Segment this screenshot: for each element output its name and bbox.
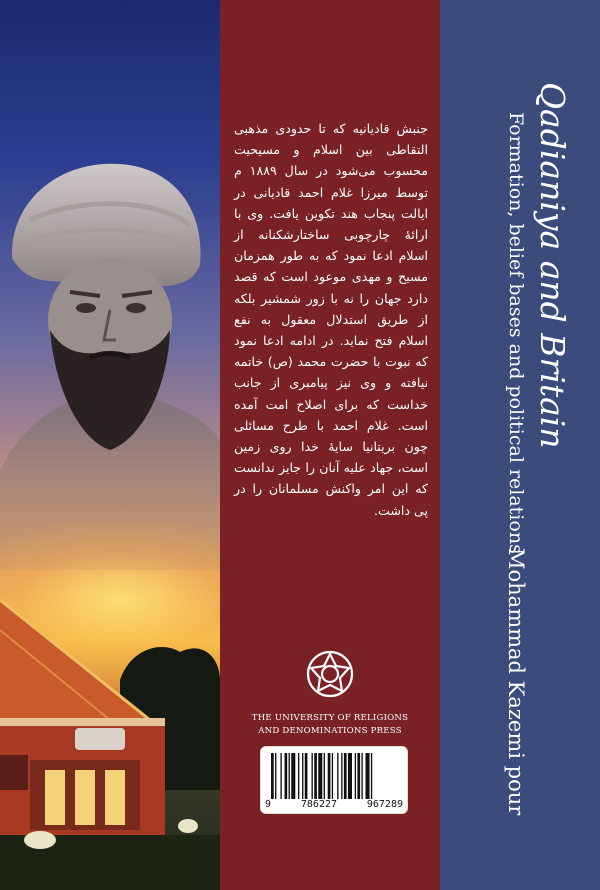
barcode-bar xyxy=(357,753,360,799)
barcode-bar xyxy=(341,753,342,799)
portrait-image xyxy=(0,140,220,570)
barcode-bar xyxy=(328,753,331,799)
barcode-bar xyxy=(285,753,288,799)
barcode-bar xyxy=(305,753,308,799)
barcode-bar xyxy=(314,753,317,799)
barcode-bar xyxy=(312,753,313,799)
barcode-bar xyxy=(337,753,338,799)
barcode-bar xyxy=(371,753,372,799)
back-cover-panel xyxy=(220,0,440,890)
barcode-bar xyxy=(271,753,274,799)
barcode-bar xyxy=(344,753,347,799)
building-image xyxy=(0,590,220,890)
barcode-bar xyxy=(332,753,333,799)
isbn-barcode xyxy=(260,746,408,814)
barcode-bar xyxy=(324,753,325,799)
publisher-line-1: THE UNIVERSITY OF RELIGIONS xyxy=(251,713,409,723)
barcode-bar xyxy=(302,753,303,799)
barcode-bar xyxy=(275,753,276,799)
barcode-bar xyxy=(291,753,295,799)
book-author: Mohammad Kazemi pour xyxy=(504,548,528,816)
barcode-lead-digit: 9 xyxy=(265,799,272,810)
barcode-bar xyxy=(355,753,356,799)
barcode-bar xyxy=(348,753,352,799)
barcode-bar xyxy=(298,753,299,799)
spine-panel xyxy=(440,0,600,890)
publisher-name xyxy=(220,712,440,738)
barcode-group-1: 786227 xyxy=(300,799,338,810)
barcode-bar xyxy=(318,753,322,799)
cover-photo xyxy=(0,0,220,890)
book-subtitle: Formation, belief bases and political relations xyxy=(505,112,527,554)
barcode-bars xyxy=(271,753,399,799)
barcode-bar xyxy=(361,753,362,799)
barcode-bar xyxy=(289,753,290,799)
barcode-group-2: 967289 xyxy=(366,799,403,810)
barcode-digits xyxy=(265,799,403,810)
barcode-bar xyxy=(280,753,281,799)
book-title: Qadianiya and Britain xyxy=(533,82,572,449)
book-description: جنبش قادیانیه که تا حدودی مذهبی التقاطی بین اسلام و مسیحیت محسوب می‌شود در سال ۱۸۸۹ م توسط میرزا غلام احمد قادیانی در ایالت پنجاب هند تکوین یافت. وی با ارائهٔ چارچوبی ساختارشکنانه از اسلام ادعا نمود که به طور همزمان مسیح و مهدی موعود است که قصد دارد جهان را نه با زور شمشیر بلکه از طریق استدلال معقول به نفع اسلام فتح نماید. در ادامه ادعا نمود که نبوت با حضرت محمد (ص) خاتمه نیافته و وی نیز پیامبری از جانب خداست که برای اصلاح امت آمده است. غلام احمد با طرح مسائلی چون بریتانیا سایهٔ خدا روی زمین است، جهاد علیه آنان را جایز ندانست که این امر واکنش مسلمانان را در پی داشت. xyxy=(234,121,428,518)
publisher-line-2: AND DENOMINATIONS PRESS xyxy=(258,726,402,736)
barcode-bar xyxy=(366,753,370,799)
geometric-star-logo-icon xyxy=(304,648,356,700)
